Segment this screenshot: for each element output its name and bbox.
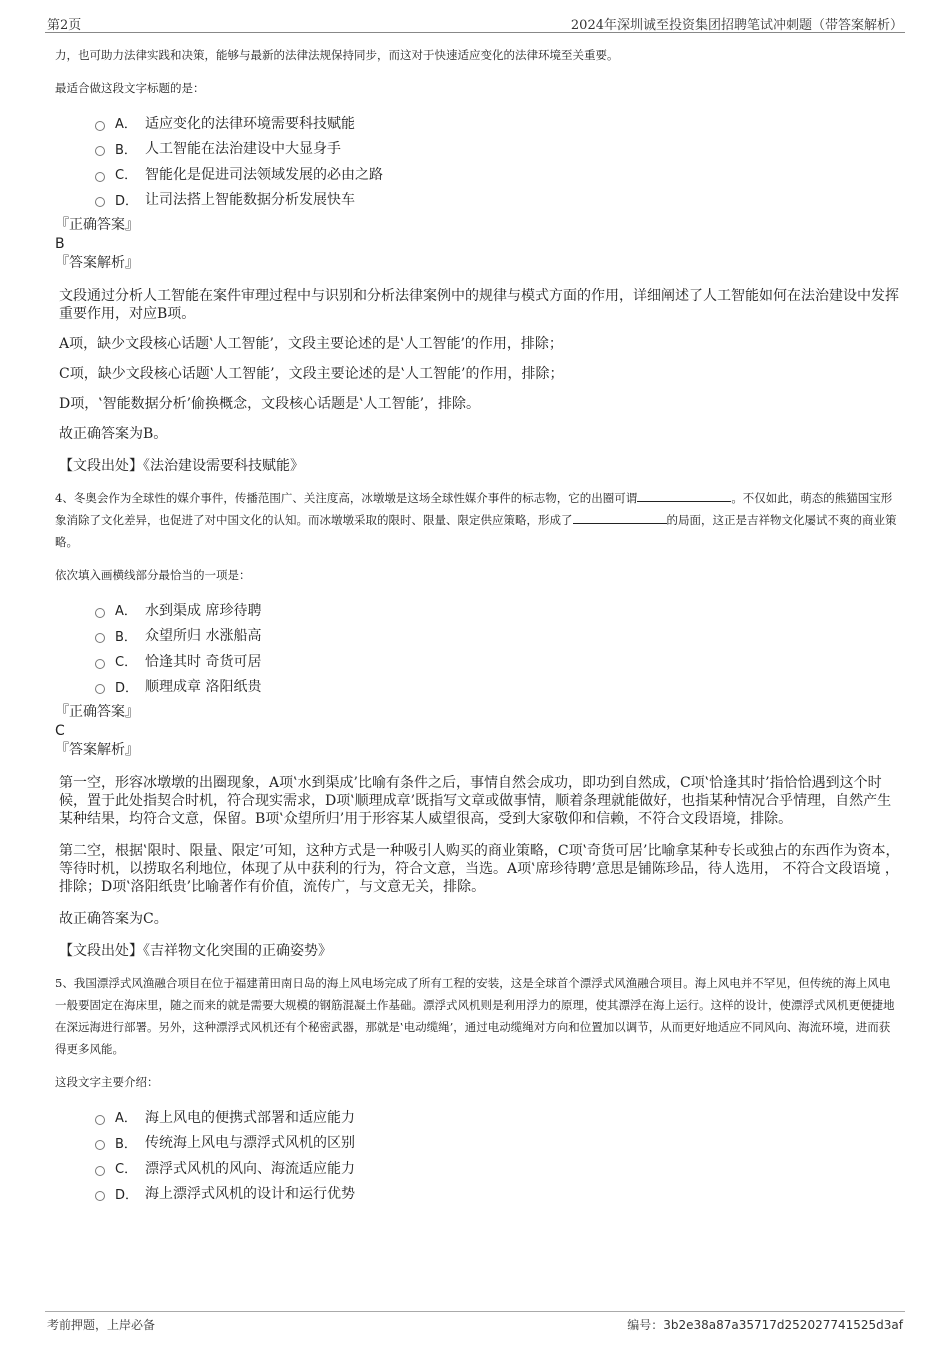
radio-icon[interactable] (95, 659, 105, 669)
q5-option-b[interactable]: B． 传统海上风电与漂浮式风机的区别 (95, 1130, 900, 1156)
page-footer (45, 1311, 905, 1336)
radio-icon[interactable] (95, 684, 105, 694)
q4-option-a[interactable]: A． 水到渠成 席珍待聘 (95, 597, 900, 623)
radio-icon[interactable] (95, 608, 105, 618)
q3-analysis-label: 『答案解析』 (55, 255, 139, 271)
q4-analysis-2: 第二空，根据‛限时、限量、限定’可知，这种方式是一种吸引人购买的商业策略，C项‛奇货可居’比喻拿某种专长或独占的东西作为资本，等待时机，以捞取名利地位，体现了从中获利的行为，符合文意，当选。A项‛席珍待聘’意思是铺陈珍品，待人选用， 不符合文段语境 ，排除；D项‛洛阳纸贵’比喻著作有价值，流传广，与文意无关，排除。 (59, 843, 900, 895)
radio-icon[interactable] (95, 1166, 105, 1176)
q4-analysis-1: 第一空，形容冰墩墩的出圈现象，A项‛水到渠成’比喻有条件之后，事情自然会成功，即功到自然成，C项‛恰逢其时’指恰恰遇到这个时候，置于此处指契合时机，符合现实需求，D项‛顺理成章’既指写文章或做事情，顺着条理就能做好，也指某种情况合乎情理，自然产生某种结果，均符合文意，保留。B项‛众望所归’用于形容某人威望很高，受到大家敬仰和信赖，不符合文段语境，排除。 (59, 775, 892, 827)
radio-icon[interactable] (95, 1191, 105, 1201)
q5-option-c[interactable]: C． 漂浮式风机的风向、海流适应能力 (95, 1155, 900, 1181)
q3-source: 【文段出处】《法治建设需要科技赋能》 (59, 458, 304, 474)
q3-analysis-1: 文段通过分析人工智能在案件审理过程中与识别和分析法律案例中的规律与模式方面的作用，详细阐述了人工智能如何在法治建设中发挥重要作用，对应B项。 (59, 288, 899, 322)
q3-analysis-2: A项，缺少文段核心话题‛人工智能’，文段主要论述的是‛人工智能’的作用，排除； (59, 336, 563, 352)
q3-analysis-3: C项，缺少文段核心话题‛人工智能’，文段主要论述的是‛人工智能’的作用，排除； (59, 366, 564, 382)
q3-option-a[interactable]: A． 适应变化的法律环境需要科技赋能 (95, 110, 900, 136)
page-content (55, 40, 900, 1210)
q3-options (95, 110, 900, 212)
q3-option-c[interactable]: C． 智能化是促进司法领域发展的必由之路 (95, 161, 900, 187)
document-title: 2024年深圳诚至投资集团招聘笔试冲刺题（带答案解析） (570, 18, 903, 33)
q5-stem: 5、我国漂浮式风渔融合项目在位于福建莆田南日岛的海上风电场完成了所有工程的安装，这是全球首个漂浮式风渔融合项目。海上风电并不罕见，但传统的海上风电一般要固定在海床里，随之而来的就是需要大规模的钢筋混凝土作基础。漂浮式风机则是利用浮力的原理，使其漂浮在海上运行。这样的设计，使漂浮式风机更便捷地在深远海进行部署。另外，这种漂浮式风机还有个秘密武器，那就是‛电动缆绳’，通过电动缆绳对方向和位置加以调节，从而更好地适应不同风向、海流环境，进而获得更多风能。 (55, 976, 895, 1056)
q3-analysis-4: D项，‛智能数据分析’偷换概念，文段核心话题是‛人工智能’，排除。 (59, 396, 481, 412)
q4-answer-label: 『正确答案』 (55, 704, 139, 720)
radio-icon[interactable] (95, 1115, 105, 1125)
radio-icon[interactable] (95, 172, 105, 182)
q4-analysis-3: 故正确答案为C。 (59, 911, 168, 927)
radio-icon[interactable] (95, 197, 105, 207)
q4-answer: C (55, 723, 65, 739)
q3-option-d[interactable]: D． 让司法搭上智能数据分析发展快车 (95, 187, 900, 213)
q4-option-b[interactable]: B． 众望所归 水涨船高 (95, 623, 900, 649)
q5-option-d[interactable]: D． 海上漂浮式风机的设计和运行优势 (95, 1181, 900, 1207)
q4-analysis-label: 『答案解析』 (55, 742, 139, 758)
q4-options (95, 597, 900, 699)
q3-prompt: 最适合做这段文字标题的是： (55, 81, 205, 95)
q4-option-d[interactable]: D． 顺理成章 洛阳纸贵 (95, 674, 900, 700)
radio-icon[interactable] (95, 146, 105, 156)
footer-slogan: 考前押题，上岸必备 (47, 1318, 156, 1332)
page-header (45, 12, 905, 33)
q3-stem-tail: 力，也可助力法律实践和决策，能够与最新的法律法规保持同步，而这对于快速适应变化的法律环境至关重要。 (55, 48, 619, 62)
radio-icon[interactable] (95, 1140, 105, 1150)
document-serial: 编号：3b2e38a87a35717d252027741525d3af (627, 1318, 903, 1332)
page-number: 第2页 (47, 18, 82, 33)
q4-stem: 4、冬奥会作为全球性的媒介事件，传播范围广、关注度高，冰墩墩是这场全球性媒介事件的标志物，它的出圈可谓 。不仅如此，萌态的熊猫国宝形象消除了文化差异，也促进了对中国文化的认知。而冰墩墩采取的限时、限量、限定供应策略，形成了 的局面，这正是吉祥物文化屡试不爽的商业策略。 (55, 491, 897, 549)
q5-options (95, 1104, 900, 1206)
q5-option-a[interactable]: A． 海上风电的便携式部署和适应能力 (95, 1104, 900, 1130)
q3-analysis-5: 故正确答案为B。 (59, 426, 168, 442)
q5-prompt: 这段文字主要介绍： (55, 1075, 159, 1089)
radio-icon[interactable] (95, 121, 105, 131)
radio-icon[interactable] (95, 633, 105, 643)
q3-answer-label: 『正确答案』 (55, 217, 139, 233)
q3-answer: B (55, 236, 65, 252)
q4-option-c[interactable]: C． 恰逢其时 奇货可居 (95, 648, 900, 674)
q4-source: 【文段出处】《吉祥物文化突围的正确姿势》 (59, 943, 332, 959)
q4-prompt: 依次填入画横线部分最恰当的一项是： (55, 568, 251, 582)
fill-blank-2 (573, 511, 667, 524)
fill-blank-1 (637, 489, 731, 502)
q3-option-b[interactable]: B． 人工智能在法治建设中大显身手 (95, 136, 900, 162)
